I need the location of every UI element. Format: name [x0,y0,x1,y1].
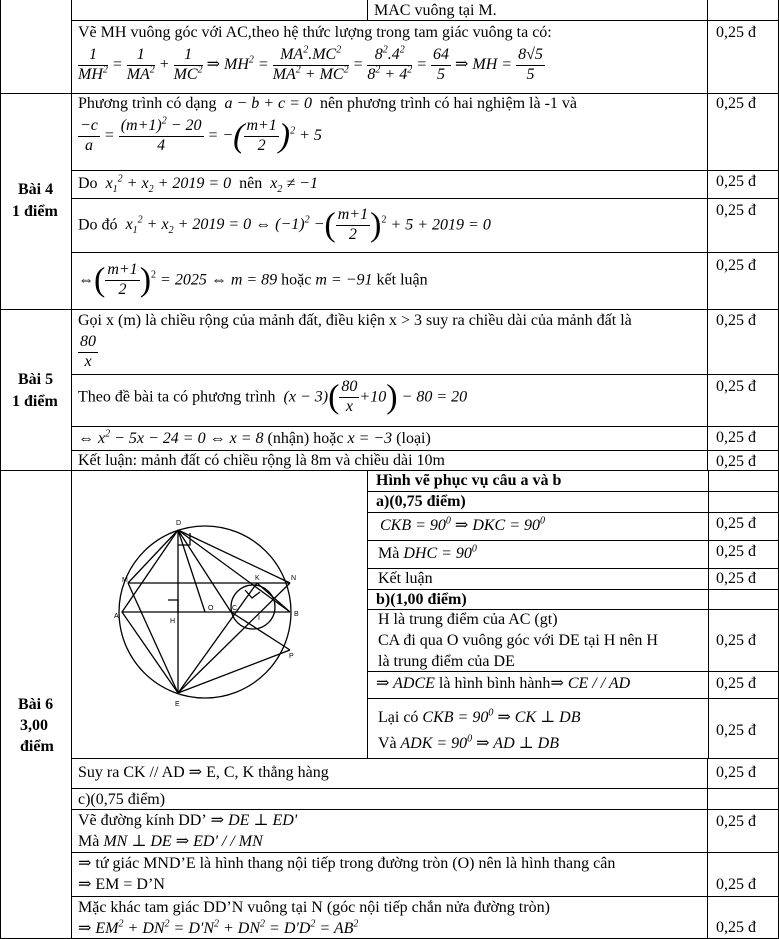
b5-pre: Lại có [378,709,419,726]
b-line3: là trung điểm của DE [378,653,515,670]
score: 0,25 đ [716,95,756,112]
bai4-r3-pre: Do đó [78,216,118,234]
bai4-formula-ca: $\frac{-c}{a}$ = $\frac{(m+1)^2 - 20}{4}$ = −( $\frac{m+1}{2}$ )$^2$ + 5 [80,115,322,155]
b-line5: Lại có CKB = $90^0$ ⇒ CK ⊥ DB [378,707,581,726]
point-label-p: P [289,653,294,660]
bai4-points: 1 điểm [12,203,58,220]
bai4-r4-mid: hoặc [281,271,312,289]
point-label-d: D [176,520,182,527]
score: 0,25 đ [716,515,756,532]
bai6-points: 3,00 [20,717,48,734]
point-label-n: N [291,575,297,582]
bai4-r2-mid: nên [239,175,263,192]
b-line1: H là trung điểm của AC (gt) [378,611,558,628]
score: 0,25 đ [716,632,756,649]
score: 0,25 đ [716,919,756,936]
score: 0,25 đ [716,764,756,781]
a-line1: CKB = $90^0$ ⇒ DKC = $90^0$ [380,515,546,534]
score: 0,25 đ [716,378,756,395]
bai4-row2: Do $x_1^2 + x_2 + 2019 = 0$ nên $x_2 \ne -1$ [78,173,318,196]
bai6-points-unit: điểm [20,738,54,755]
score: 0,25 đ [716,813,756,830]
b6-pre: Và [378,735,397,752]
score: 0,25 đ [716,722,756,739]
point-label-b: B [294,611,299,618]
point-label-h: H [170,618,176,625]
score: 0,25 đ [716,257,756,274]
formula-mh: $\frac{1}{MH^2}$ = $\frac{1}{MA^2}$ + $\frac{1}{MC^2}$ ⇒ $MH^2$ = $\frac{MA^2.MC^2}{MA^2 + MC^2}$ = $\frac{8^2.4^2}{8^2 + 4^2}$ = $\frac{64}{5}$ ⇒ MH = $\frac{8√5}{5}$ [78,44,543,83]
c-line2: Mà MN ⊥ DE ⇒ ED' / / MN [78,833,263,850]
b4-mid: là hình bình hành [438,675,551,692]
score: 0,25 đ [716,312,756,329]
bai4-r1-text: Phương trình có dạng [78,95,217,112]
point-label-c: C [232,605,238,612]
point-label-o: O [208,605,214,612]
bai4-row3: Do đó $x_1^2 + x_2 + 2019 = 0$ ⇔ $(-1)^2$ −( $\frac{m+1}{2}$ )$^2$ + 5 + 2019 = 0 [78,206,491,244]
bai5-row4: Kết luận: mảnh đất có chiều rộng là 8m và chiều dài 10m [78,452,445,469]
score: 0,25 đ [716,202,756,219]
bai5-label: Bài 5 [18,371,54,388]
score: 0,25 đ [716,570,756,587]
geometry-figure [110,515,310,715]
c-line1: Vẽ đường kính DD’ ⇒ DE ⊥ ED' [78,812,298,829]
bai5-r2-pre: Theo đề bài ta có phương trình [78,388,276,406]
bai5-row2: Theo đề bài ta có phương trình (x − 3)( $\frac{80}{x}$ +10) − 80 = 20 [78,378,468,416]
score: 0,25 đ [716,543,756,560]
point-label-k: K [255,575,260,582]
bai4-row4: ⇔( $\frac{m+1}{2}$ )$^2$ = 2025 ⇔ m = 89 hoặc m = −91 kết luận [78,261,428,299]
bai5-row3: ⇔ $x^2 - 5x - 24 = 0$ ⇔ x = 8 (nhận) hoặc x = −3 (loại) [78,428,431,447]
bai5-row1: Gọi x (m) là chiều rộng của mảnh đất, điều kiện x > 3 suy ra chiều dài của mảnh đất là [78,312,632,329]
figure-title: Hình vẽ phục vụ câu a và b [376,472,562,489]
suy-ra-line: Suy ra CK // AD ⇒ E, C, K thẳng hàng [78,764,329,781]
score: 0,25 đ [716,675,756,692]
bai5-r3-nhan: (nhận) hoặc [267,430,344,447]
bai6-label: Bài 6 [18,696,54,713]
c-line3: ⇒ tứ giác MND’E là hình thang nội tiếp trong đường tròn (O) nên là hình thang cân [78,855,616,872]
score: 0,25 đ [716,876,756,893]
b-line4: ⇒ ADCE là hình bình hành⇒ CE / / AD [376,675,631,692]
score: 0,25 đ [716,173,756,190]
score: 0,25 đ [716,453,756,470]
point-label-m: M [122,577,128,584]
bai4-label: Bài 4 [18,181,54,198]
bai5-r3-loai: (loại) [396,430,431,447]
top-line-mh: Vẽ MH vuông góc với AC,theo hệ thức lượng trong tam giác vuông ta có: [78,24,552,41]
part-c-title: c)(0,75 điểm) [78,791,166,808]
bai5-frac-80x: $\frac{80}{x}$ [80,333,96,370]
c2-pre: Mà [78,833,100,850]
bai4-r1-end: nên phương trình có hai nghiệm là -1 và [319,95,578,112]
score: 0,25 đ [716,24,756,41]
bai4-r4-end: kết luận [376,271,428,289]
part-b-title: b)(1,00 điểm) [376,591,467,608]
bai4-r2-pre: Do [78,175,98,192]
point-label-a: A [114,613,119,620]
c-line4: ⇒ EM = D’N [78,876,165,893]
b-line6: Và ADK = $90^0$ ⇒ AD ⊥ DB [378,733,559,752]
top-line-mac: MAC vuông tại M. [374,2,497,19]
c-line5: Mặc khác tam giác DD’N vuông tại N (góc nội tiếp chắn nửa đường tròn) [78,899,550,916]
a-ketluan: Kết luận [378,570,433,587]
c-line6: ⇒ $EM^2 + DN^2 = D'N^2 + DN^2 = D'D^2 = AB^2$ [78,918,359,937]
part-a-title: a)(0,75 điểm) [376,493,466,510]
c1-pre: Vẽ đường kính DD’ [78,812,207,829]
point-label-e: E [175,701,180,708]
b-line2: CA đi qua O vuông góc với DE tại H nên H [378,632,658,649]
a-ma: Mà [378,545,400,562]
bai5-points: 1 điểm [12,393,58,410]
a-line2: Mà DHC = $90^0$ [378,543,477,562]
score: 0,25 đ [716,429,756,446]
point-label-i: I [258,615,260,622]
bai4-row1: Phương trình có dạng a − b + c = 0 nên phương trình có hai nghiệm là -1 và [78,95,578,112]
